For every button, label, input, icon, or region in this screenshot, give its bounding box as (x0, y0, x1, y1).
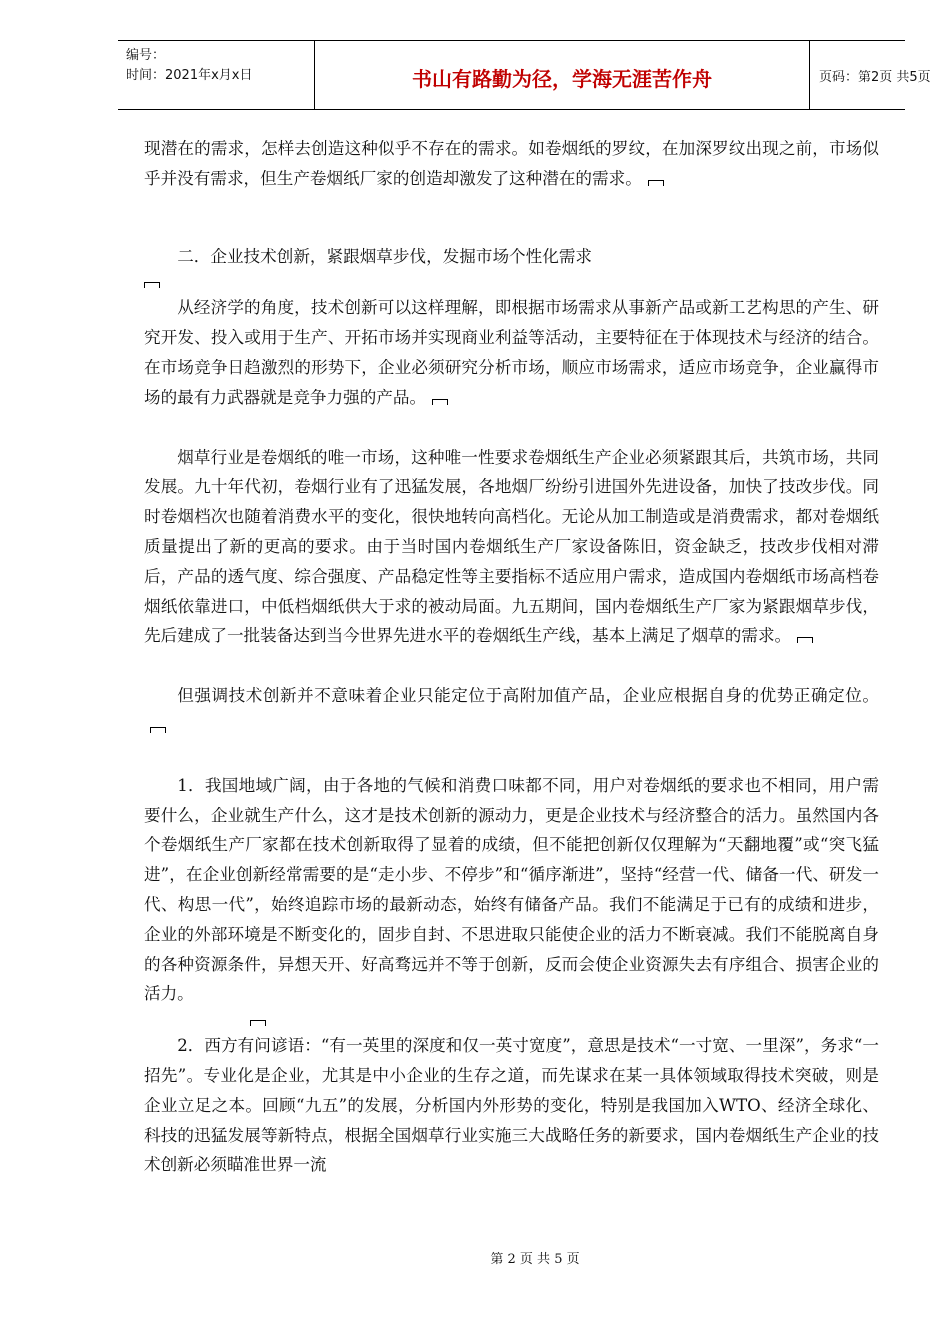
doc-code-label: 编号： (126, 48, 166, 63)
paragraph-mark-icon (150, 727, 166, 733)
paragraph-text: 但强调技术创新并不意味着企业只能定位于高附加值产品，企业应根据自身的优势正确定位。 (177, 686, 879, 706)
paragraph-text: 2．西方有问谚语：“有一英里的深度和仅一英寸宽度”，意思是技术“一寸宽、一里深”，务求“一招先”。专业化是企业，尤其是中小企业的生存之道，而先谋求在某一具体领域取得技术突破，则是企业立足之本。回顾“九五”的发展，分析国内外形势的变化，特别是我国加入WTO、经济全球化、科技的迅猛发展等新特点，根据全国烟草行业实施三大战略任务的新要求，国内卷烟纸生产企业的技术创新必须瞄准世界一流 (144, 1036, 879, 1175)
document-body (144, 134, 879, 1180)
paragraph (144, 443, 879, 652)
doc-time-label: 时间：2021年x月x日 (126, 68, 253, 83)
paragraph (144, 1031, 879, 1180)
paragraph-mark-icon (250, 1020, 266, 1026)
paragraph (144, 134, 879, 194)
paragraph (144, 771, 879, 1009)
section-heading: 二．企业技术创新，紧跟烟草步伐，发掘市场个性化需求 (177, 246, 593, 266)
paragraph-mark-icon (797, 637, 813, 643)
header-meta-cell (118, 41, 314, 109)
paragraph-text: 1．我国地域广阔，由于各地的气候和消费口味都不同，用户对卷烟纸的要求也不相同，用户需要什么，企业就生产什么，这才是技术创新的源动力，更是企业技术与经济整合的活力。虽然国内各个卷烟纸生产厂家都在技术创新取得了显着的成绩，但不能把创新仅仅理解为“天翻地覆”或“突飞猛进”，在企业创新经常需要的是“走小步、不停步”和“循序渐进”，坚持“经营一代、储备一代、研发一代、构思一代”，始终追踪市场的最新动态，始终有储备产品。我们不能满足于已有的成绩和进步，企业的外部环境是不断变化的，固步自封、不思进取只能使企业的活力不断衰减。我们不能脱离自身的各种资源条件，异想天开、好高骛远并不等于创新，反而会使企业资源失去有序组合、损害企业的活力。 (144, 775, 879, 1004)
paragraph-text: 烟草行业是卷烟纸的唯一市场，这种唯一性要求卷烟纸生产企业必须紧跟其后，共筑市场，共同发展。九十年代初，卷烟行业有了迅猛发展，各地烟厂纷纷引进国外先进设备，加快了技改步伐。同时卷烟档次也随着消费水平的变化，很快地转向高档化。无论从加工制造或是消费需求，都对卷烟纸质量提出了新的更高的要求。由于当时国内卷烟纸生产厂家设备陈旧，资金缺乏，技改步伐相对滞后，产品的透气度、综合强度、产品稳定性等主要指标不适应用户需求，造成国内卷烟纸市场高档卷烟纸依靠进口，中低档烟纸供大于求的被动局面。九五期间，国内卷烟纸生产厂家为紧跟烟草步伐，先后建成了一批装备达到当今世界先进水平的卷烟纸生产线，基本上满足了烟草的需求。 (144, 447, 879, 646)
paragraph-mark-icon (144, 282, 160, 288)
header-motto-cell (314, 41, 810, 109)
paragraph (144, 293, 879, 412)
paragraph (144, 681, 879, 741)
paragraph-mark-icon (648, 180, 664, 186)
paragraph-text: 现潜在的需求，怎样去创造这种似乎不存在的需求。如卷烟纸的罗纹，在加深罗纹出现之前，市场似乎并没有需求，但生产卷烟纸厂家的创造却激发了这种潜在的需求。 (144, 139, 879, 188)
header-page-cell (809, 41, 931, 109)
header-page-info: 页码：第2页 共5页 (819, 70, 931, 85)
paragraph-mark-icon (432, 399, 448, 405)
header-motto: 书山有路勤为径，学海无涯苦作舟 (412, 67, 712, 91)
page-footer: 第 2 页 共 5 页 (490, 1252, 580, 1267)
page-header (118, 40, 931, 110)
paragraph-text: 从经济学的角度，技术创新可以这样理解，即根据市场需求从事新产品或新工艺构思的产生、研究开发、投入或用于生产、开拓市场并实现商业利益等活动，主要特征在于体现技术与经济的结合。在市场竞争日趋激烈的形势下，企业必须研究分析市场，顺应市场需求，适应市场竞争，企业赢得市场的最有力武器就是竞争力强的产品。 (144, 298, 879, 407)
